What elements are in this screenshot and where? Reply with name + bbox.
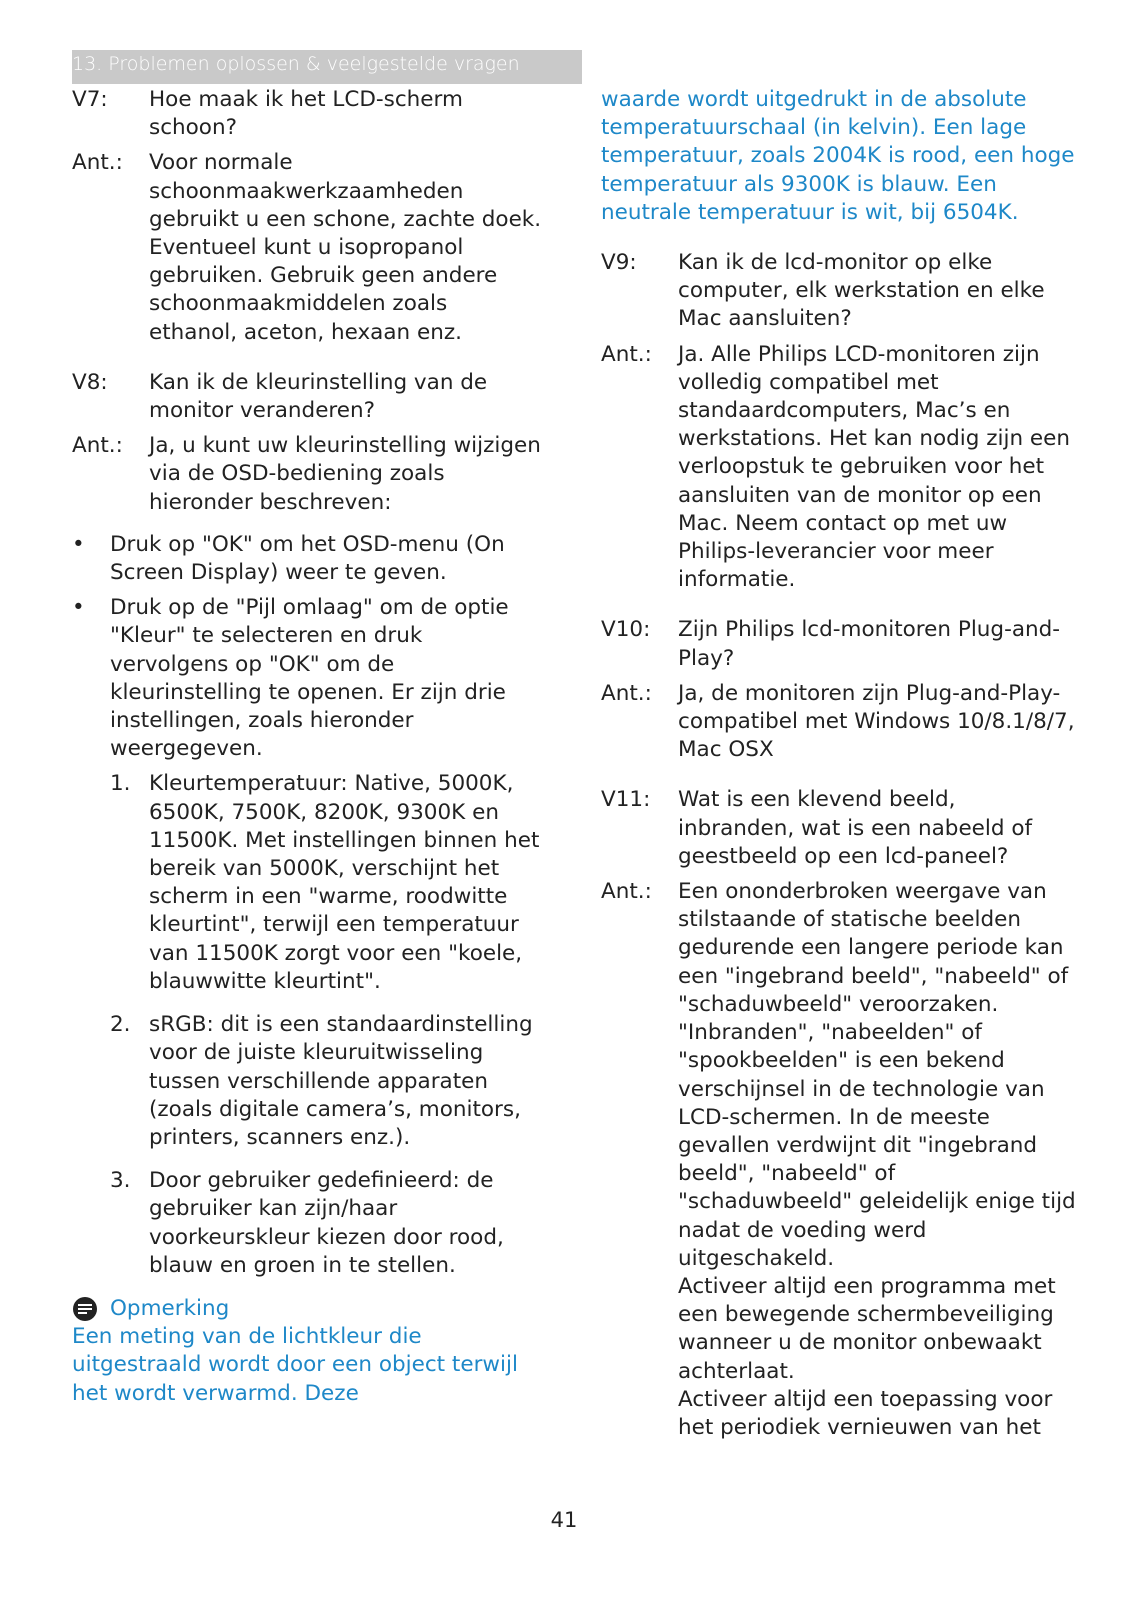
note-heading xyxy=(72,1295,542,1323)
answer-v11 xyxy=(601,878,1076,1442)
question-v7 xyxy=(72,86,542,142)
answer-paragraph: Activeer altijd een programma met een bewegende schermbeveiliging wanneer u de monitor onbewaakt achterlaat. xyxy=(678,1273,1056,1384)
numbered-text: Kleurtemperatuur: Native, 5000K, 6500K, 7500K, 8200K, 9300K en 11500K. Met instellingen binnen het bereik van 5000K, verschijnt het scherm in een "warme, roodwitte kleurtint", terwijl een temperatuur van 11500K zorgt voor een "koele, blauwwitte kleurtint". xyxy=(149,771,540,994)
question-tag: V11: xyxy=(601,787,651,813)
bullet-text: Druk op "OK" om het OSD-menu (On Screen Display) weer te geven. xyxy=(110,531,505,586)
bullet-item xyxy=(72,594,542,763)
answer-tag: Ant.: xyxy=(601,680,652,706)
answer-body xyxy=(678,878,1076,1442)
question-text: Kan ik de lcd-monitor op elke computer, elk werkstation en elke Mac aansluiten? xyxy=(678,250,1045,332)
answer-text: Ja, de monitoren zijn Plug-and-Play-compatibel met Windows 10/8.1/8/7, Mac OSX xyxy=(678,680,1075,763)
answer-text: Ja. Alle Philips LCD-monitoren zijn volledig compatibel met standaardcomputers, Mac’s en werkstations. Het kan nodig zijn een verloopstuk te gebruiken voor het aansluiten van de monitor op een Mac. Neem contact op met uw Philips-leverancier voor meer informatie. xyxy=(678,341,1070,593)
note-label: Opmerking xyxy=(110,1295,230,1321)
question-text: Hoe maak ik het LCD-scherm schoon? xyxy=(149,87,463,141)
note-continuation: waarde wordt uitgedrukt in de absolute temperatuurschaal (in kelvin). Een lage temperatuur, zoals 2004K is rood, een hoge temperatuur als 9300K is blauw. Een neutrale temperatuur is wit, bij 6504K. xyxy=(601,87,1075,225)
answer-tag: Ant.: xyxy=(72,150,123,176)
answer-text: Voor normale schoonmaakwerkzaamheden gebruikt u een schone, zachte doek. Eventueel kunt u isopropanol gebruiken. Gebruik geen andere schoonmaakmiddelen zoals ethanol, aceton, hexaan enz. xyxy=(149,150,542,345)
numbered-text: sRGB: dit is een standaardinstelling voor de juiste kleuruitwisseling tussen verschillende apparaten (zoals digitale camera’s, monitors, printers, scanners enz.). xyxy=(149,1012,533,1150)
question-tag: V10: xyxy=(601,617,651,643)
numbered-item xyxy=(110,1011,542,1152)
section-header: 13. Problemen oplossen & veelgestelde vragen xyxy=(72,50,582,84)
left-column xyxy=(72,86,542,1408)
question-v9 xyxy=(601,249,1076,334)
bullet-mark: • xyxy=(72,595,85,621)
numbered-item xyxy=(110,1167,542,1280)
answer-tag: Ant.: xyxy=(72,433,123,459)
question-v11 xyxy=(601,786,1076,871)
question-text: Zijn Philips lcd-monitoren Plug-and-Play? xyxy=(678,617,1061,671)
question-v8 xyxy=(72,369,542,425)
right-column xyxy=(601,86,1076,1442)
number-mark: 3. xyxy=(110,1168,131,1194)
number-mark: 2. xyxy=(110,1012,131,1038)
question-v10 xyxy=(601,616,1076,672)
note-icon xyxy=(72,1296,98,1322)
number-mark: 1. xyxy=(110,771,131,797)
question-text: Wat is een klevend beeld, inbranden, wat is een nabeeld of geestbeeld op een lcd-paneel? xyxy=(678,787,1033,869)
bullet-mark: • xyxy=(72,531,85,557)
note-text: Een meting van de lichtkleur die uitgestraald wordt door een object terwijl het wordt verwarmd. Deze xyxy=(72,1324,518,1406)
answer-paragraph: Een ononderbroken weergave van stilstaande of statische beelden gedurende een langere periode kan een "ingebrand beeld", "nabeeld" of "schaduwbeeld" veroorzaken. "Inbranden", "nabeelden" of "spookbeelden" is een bekend verschijnsel in de technologie van LCD-schermen. In de meeste gevallen verdwijnt dit "ingebrand beeld", "nabeeld" of "schaduwbeeld" geleidelijk enige tijd nadat de voeding werd uitgeschakeld. xyxy=(678,879,1076,1271)
answer-v10 xyxy=(601,680,1076,765)
answer-v9 xyxy=(601,341,1076,595)
answer-v8 xyxy=(72,432,542,517)
answer-tag: Ant.: xyxy=(601,341,652,367)
bullet-item xyxy=(72,531,542,587)
answer-text: Ja, u kunt uw kleurinstelling wijzigen via de OSD-bediening zoals hieronder beschreven: xyxy=(149,433,541,515)
question-tag: V7: xyxy=(72,87,108,112)
answer-v7 xyxy=(72,149,542,346)
answer-tag: Ant.: xyxy=(601,879,652,905)
question-tag: V8: xyxy=(72,369,108,395)
numbered-text: Door gebruiker gedefinieerd: de gebruiker kan zijn/haar voorkeurskleur kiezen door rood, blauw en groen in te stellen. xyxy=(149,1168,504,1278)
numbered-item xyxy=(110,770,542,996)
answer-paragraph: Activeer altijd een toepassing voor het periodiek vernieuwen van het xyxy=(678,1386,1053,1440)
question-tag: V9: xyxy=(601,250,637,276)
bullet-text: Druk op de "Pijl omlaag" om de optie "Kleur" te selecteren en druk vervolgens op "OK" om de kleurinstelling te openen. Er zijn drie instellingen, zoals hieronder weergegeven. xyxy=(110,595,509,762)
page-number: 41 xyxy=(550,1508,578,1532)
question-text: Kan ik de kleurinstelling van de monitor veranderen? xyxy=(149,369,488,424)
